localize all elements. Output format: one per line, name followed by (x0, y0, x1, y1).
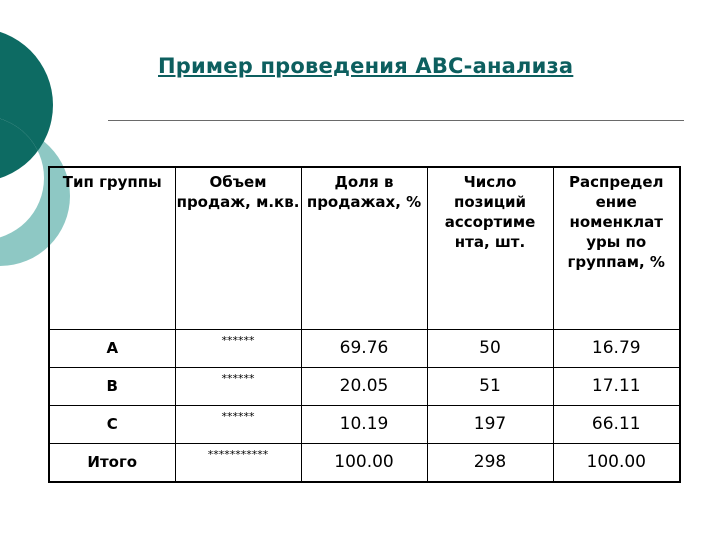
cell-group: Итого (49, 443, 175, 482)
cell-share: 10.19 (301, 405, 427, 443)
header-positions-count: Число позиций ассортиме нта, шт. (427, 167, 553, 329)
cell-group: А (49, 329, 175, 367)
header-distribution: Распредел ение номенклат уры по группам, % (553, 167, 680, 329)
cell-positions: 51 (427, 367, 553, 405)
header-sales-volume: Объем продаж, м.кв. (175, 167, 301, 329)
table-row (49, 405, 680, 443)
table-row-total (49, 443, 680, 482)
cell-positions: 298 (427, 443, 553, 482)
title-divider (108, 120, 684, 121)
cell-distribution: 100.00 (553, 443, 680, 482)
table-header-row (49, 167, 680, 329)
table-row (49, 329, 680, 367)
cell-group: С (49, 405, 175, 443)
cell-group: В (49, 367, 175, 405)
cell-volume: ****** (175, 405, 301, 443)
cell-positions: 197 (427, 405, 553, 443)
cell-distribution: 66.11 (553, 405, 680, 443)
header-group-type: Тип группы (49, 167, 175, 329)
slide-title: Пример проведения АВС-анализа (158, 54, 574, 78)
cell-volume: *********** (175, 443, 301, 482)
cell-distribution: 17.11 (553, 367, 680, 405)
cell-share: 100.00 (301, 443, 427, 482)
cell-share: 69.76 (301, 329, 427, 367)
cell-volume: ****** (175, 329, 301, 367)
cell-share: 20.05 (301, 367, 427, 405)
abc-analysis-table (48, 166, 681, 483)
cell-positions: 50 (427, 329, 553, 367)
header-sales-share: Доля в продажах, % (301, 167, 427, 329)
table-row (49, 367, 680, 405)
cell-volume: ****** (175, 367, 301, 405)
cell-distribution: 16.79 (553, 329, 680, 367)
